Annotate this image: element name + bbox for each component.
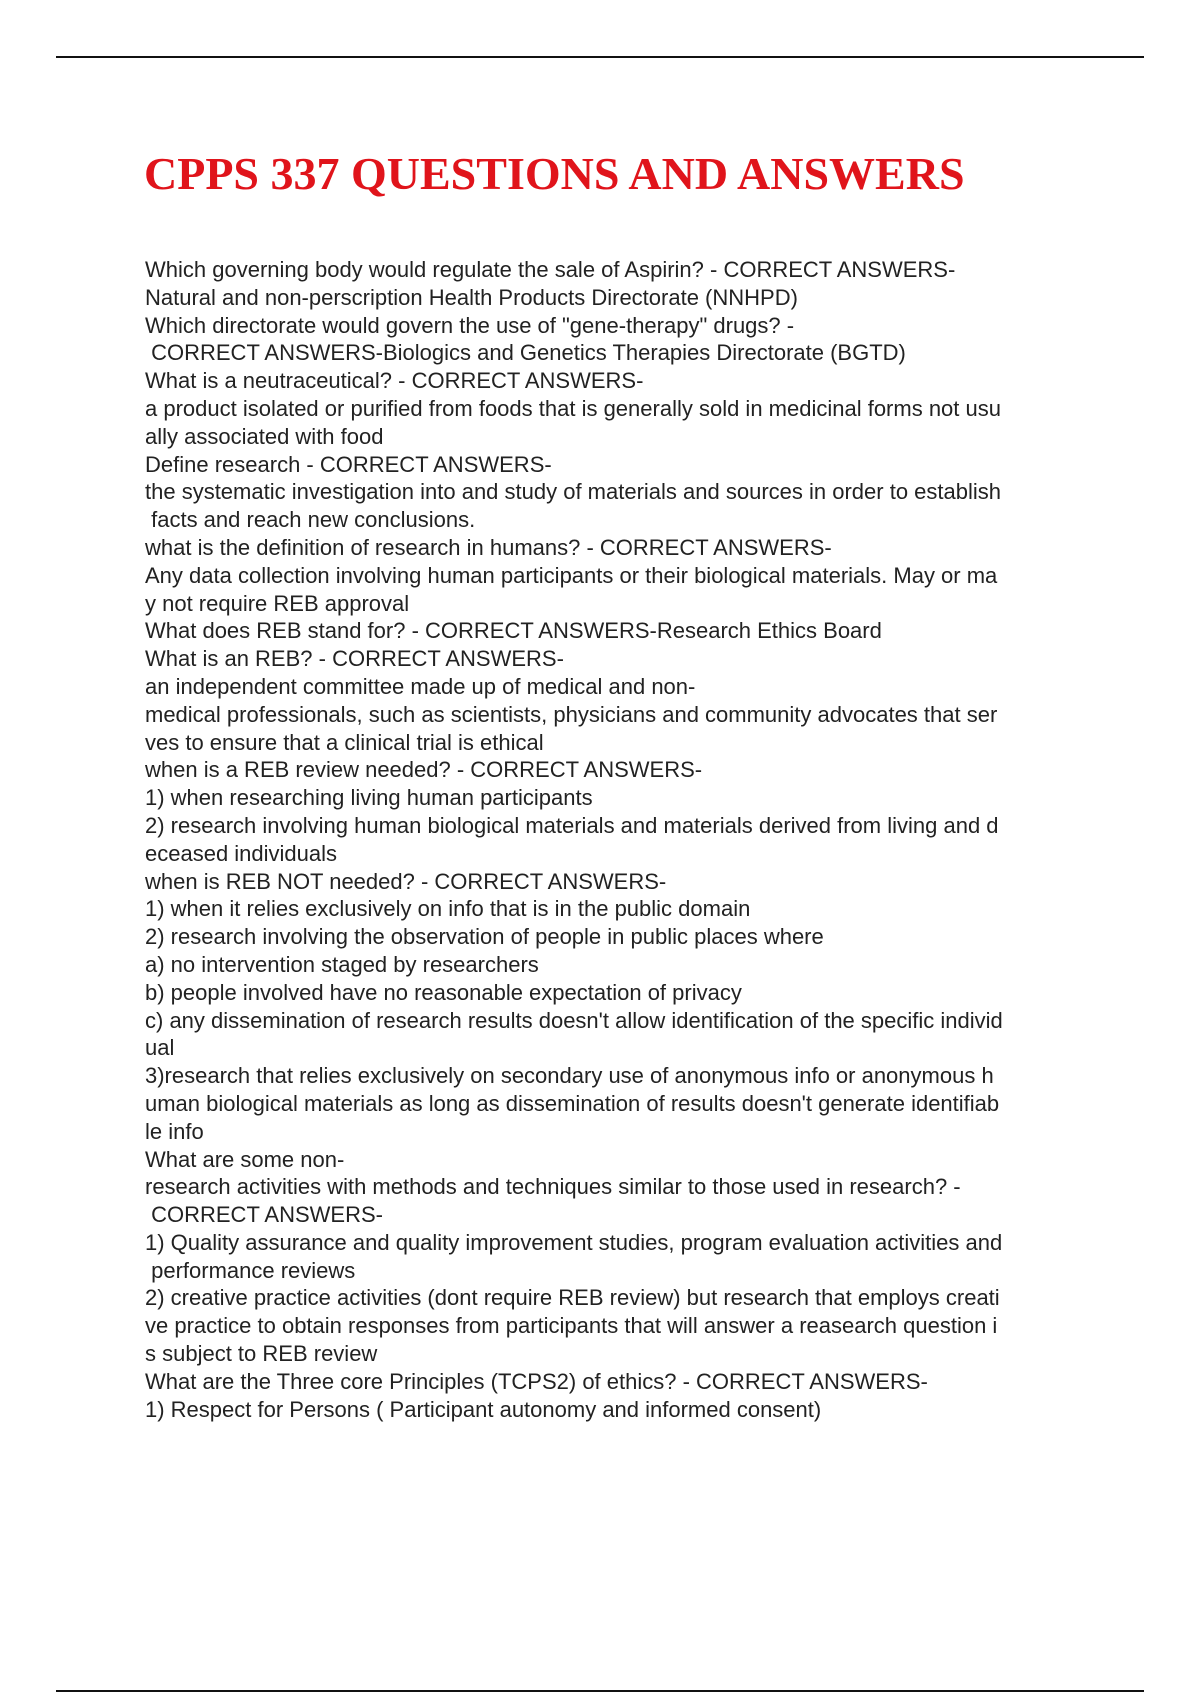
text-line: medical professionals, such as scientists, physicians and community advocates that ser xyxy=(145,701,998,727)
text-line: What is an REB? - CORRECT ANSWERS- xyxy=(145,646,564,672)
text-line: c) any dissemination of research results doesn't allow identification of the specific individ xyxy=(145,1007,1003,1033)
text-line: an independent committee made up of medical and non- xyxy=(145,673,696,699)
text-line: the systematic investigation into and study of materials and sources in order to establish xyxy=(145,479,1002,505)
text-line: when is a REB review needed? - CORRECT ANSWERS- xyxy=(145,757,703,783)
text-line: what is the definition of research in humans? - CORRECT ANSWERS- xyxy=(145,534,832,560)
text-line: s subject to REB review xyxy=(145,1341,378,1367)
text-line: 2) creative practice activities (dont require REB review) but research that employs creati xyxy=(145,1285,1000,1311)
text-line: uman biological materials as long as dissemination of results doesn't generate identifiab xyxy=(145,1090,1000,1116)
text-line: 2) research involving human biological materials and materials derived from living and d xyxy=(145,812,999,838)
text-line: What are the Three core Principles (TCPS2) of ethics? - CORRECT ANSWERS- xyxy=(145,1368,928,1394)
text-line: 1) Quality assurance and quality improvement studies, program evaluation activities and xyxy=(145,1229,1003,1255)
text-line: 2) research involving the observation of people in public places where xyxy=(145,924,824,950)
text-line: What is a neutraceutical? - CORRECT ANSWERS- xyxy=(145,368,644,394)
text-line: Which directorate would govern the use of "gene-therapy" drugs? - xyxy=(145,312,795,338)
text-line: CORRECT ANSWERS-Biologics and Genetics Therapies Directorate (BGTD) xyxy=(145,340,906,366)
text-line: Natural and non-perscription Health Products Directorate (NNHPD) xyxy=(145,284,798,310)
text-line: What are some non- xyxy=(145,1146,345,1172)
text-line: performance reviews xyxy=(145,1257,356,1283)
text-line: b) people involved have no reasonable expectation of privacy xyxy=(145,979,742,1005)
text-line: 1) when it relies exclusively on info that is in the public domain xyxy=(145,896,751,922)
text-line: y not require REB approval xyxy=(145,590,410,616)
text-line: Which governing body would regulate the sale of Aspirin? - CORRECT ANSWERS- xyxy=(145,257,956,282)
text-line: Define research - CORRECT ANSWERS- xyxy=(145,451,552,477)
text-line: ve practice to obtain responses from participants that will answer a reasearch question i xyxy=(145,1313,998,1339)
text-line: 1) when researching living human participants xyxy=(145,785,593,811)
text-line: What does REB stand for? - CORRECT ANSWERS-Research Ethics Board xyxy=(145,618,882,644)
text-line: research activities with methods and techniques similar to those used in research? - xyxy=(145,1174,961,1200)
text-line: facts and reach new conclusions. xyxy=(145,507,476,533)
document-title: CPPS 337 QUESTIONS AND ANSWERS xyxy=(144,148,965,199)
bottom-rule xyxy=(56,1690,1144,1692)
text-line: ves to ensure that a clinical trial is ethical xyxy=(145,729,544,755)
text-line: CORRECT ANSWERS- xyxy=(145,1202,383,1228)
text-line: 3)research that relies exclusively on secondary use of anonymous info or anonymous h xyxy=(145,1063,994,1089)
top-rule xyxy=(56,56,1144,58)
text-line: Any data collection involving human participants or their biological materials. May or ma xyxy=(145,562,998,588)
text-line: ual xyxy=(145,1035,175,1061)
document-body xyxy=(145,256,1095,1423)
text-line: le info xyxy=(145,1118,204,1144)
text-line: a) no intervention staged by researchers xyxy=(145,951,539,977)
text-line: 1) Respect for Persons ( Participant autonomy and informed consent) xyxy=(145,1396,822,1422)
text-line: when is REB NOT needed? - CORRECT ANSWERS- xyxy=(145,868,667,894)
text-line: eceased individuals xyxy=(145,840,338,866)
text-line: a product isolated or purified from foods that is generally sold in medicinal forms not usu xyxy=(145,395,1001,421)
text-line: ally associated with food xyxy=(145,423,384,449)
